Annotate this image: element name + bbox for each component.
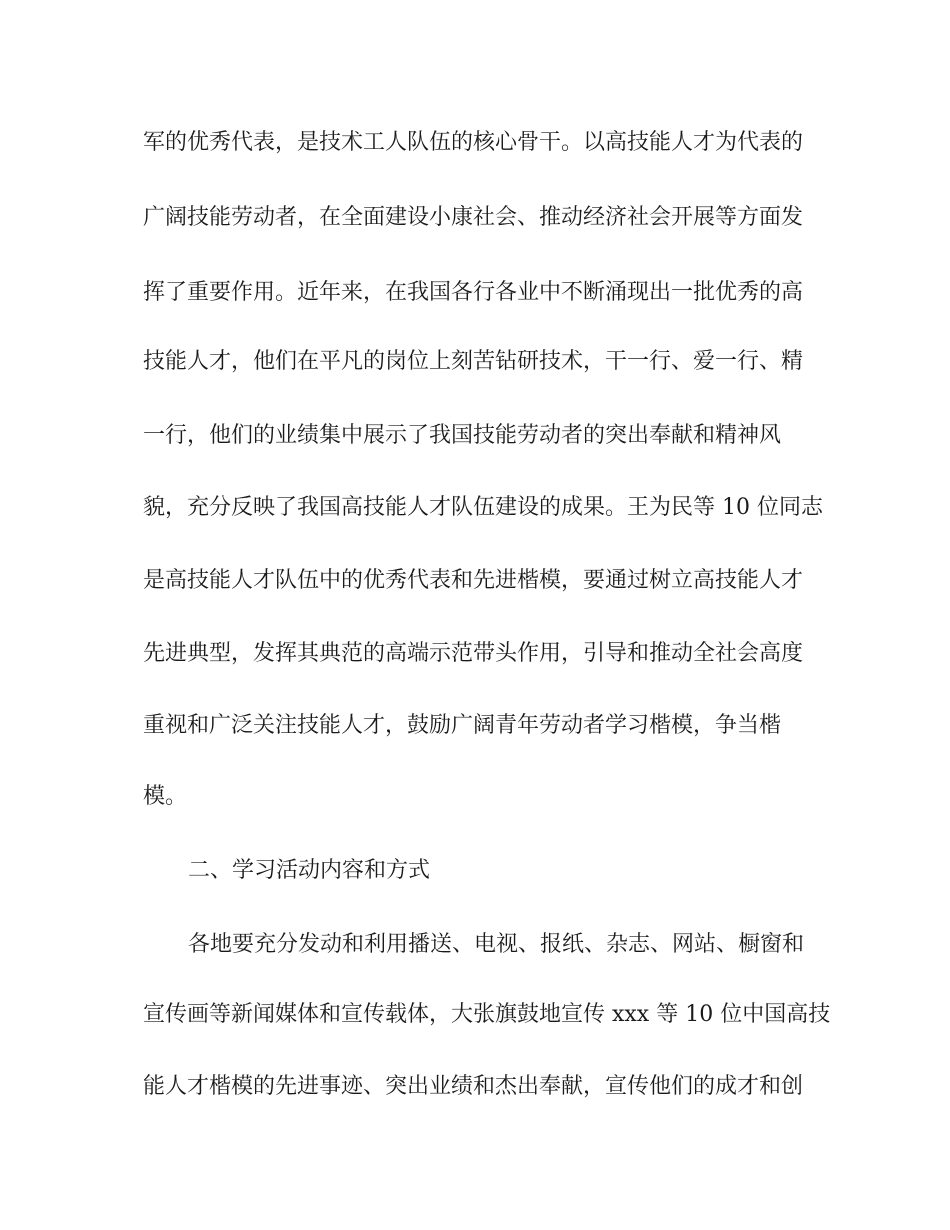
body-text-line: 重视和广泛关注技能人才，鼓励广阔青年劳动者学习楷模，争当楷	[143, 713, 782, 738]
body-text-line: 技能人才，他们在平凡的岗位上刻苦钻研技术，干一行、爱一行、精	[143, 349, 804, 374]
body-text-line: 一行，他们的业绩集中展示了我国技能劳动者的突出奉献和精神风	[143, 423, 782, 448]
body-text-line: 各地要充分发动和利用播送、电视、报纸、杂志、网站、橱窗和	[188, 932, 805, 957]
body-text-line: 是高技能人才队伍中的优秀代表和先进楷模，要通过树立高技能人才	[143, 568, 804, 593]
body-text-line: 挥了重要作用。近年来，在我国各行各业中不断涌现出一批优秀的高	[143, 280, 804, 305]
body-text-line: 能人才楷模的先进事迹、突出业绩和杰出奉献，宣传他们的成才和创	[143, 1074, 804, 1099]
body-text-line: 宣传画等新闻媒体和宣传载体，大张旗鼓地宣传 xxx 等 10 位中国高技	[143, 1002, 831, 1027]
body-text-line: 先进典型，发挥其典范的高端示范带头作用，引导和推动全社会高度	[143, 641, 804, 666]
section-heading: 二、学习活动内容和方式	[188, 858, 431, 883]
body-text-line: 模。	[143, 784, 188, 809]
body-text-line: 貌，充分反映了我国高技能人才队伍建设的成果。王为民等 10 位同志	[143, 495, 823, 520]
body-text-line: 军的优秀代表，是技术工人队伍的核心骨干。以高技能人才为代表的	[143, 130, 804, 155]
body-text-line: 广阔技能劳动者，在全面建设小康社会、推动经济社会开展等方面发	[143, 205, 804, 230]
